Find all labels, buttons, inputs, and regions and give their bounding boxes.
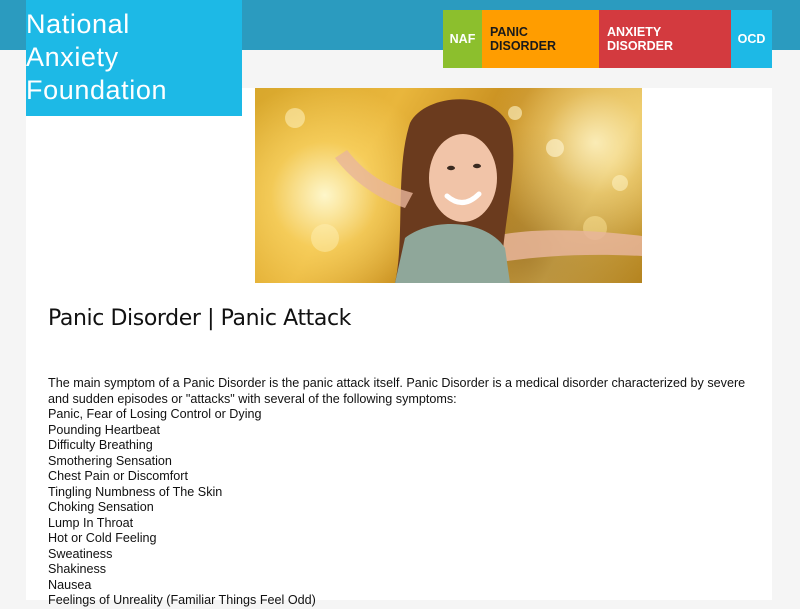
symptom-list: [48, 407, 752, 609]
symptom-item: Difficulty Breathing: [48, 438, 153, 452]
symptom-item: Smothering Sensation: [48, 453, 172, 468]
site-logo[interactable]: [26, 0, 242, 116]
symptom-item: Nausea: [48, 577, 92, 592]
symptom-item: Lump In Throat: [48, 515, 134, 530]
symptom-item: Panic, Fear of Losing Control or Dying: [48, 407, 262, 421]
symptom-item: Pounding Heartbeat: [48, 422, 161, 437]
symptom-item: Tingling Numbness of The Skin: [48, 484, 223, 499]
nav-item-panic-disorder[interactable]: PANIC DISORDER: [482, 10, 599, 68]
symptom-item: Sweatiness: [48, 546, 113, 561]
nav-item-ocd[interactable]: OCD: [731, 10, 772, 68]
symptom-item: Choking Sensation: [48, 500, 154, 514]
hero-image: [255, 88, 642, 283]
main-content: [26, 88, 772, 607]
intro-paragraph: The main symptom of a Panic Disorder is the panic attack itself. Panic Disorder is a medical disorder characterized by severe and sudden episodes or "attacks" with several of the following symptoms:: [48, 376, 746, 406]
symptom-item: Chest Pain or Discomfort: [48, 469, 188, 483]
main-nav: [443, 10, 772, 68]
symptom-item: Hot or Cold Feeling: [48, 531, 157, 545]
page-title: Panic Disorder | Panic Attack: [48, 306, 352, 331]
symptom-item: Shakiness: [48, 562, 107, 576]
hero-illustration: [255, 88, 642, 283]
symptom-item: Feelings of Unreality (Familiar Things Feel Odd): [48, 593, 316, 607]
site-logo-text: National Anxiety Foundation: [26, 9, 168, 105]
article-body: [48, 376, 752, 609]
nav-item-naf[interactable]: NAF: [443, 10, 482, 68]
nav-item-anxiety-disorder[interactable]: ANXIETY DISORDER: [599, 10, 731, 68]
